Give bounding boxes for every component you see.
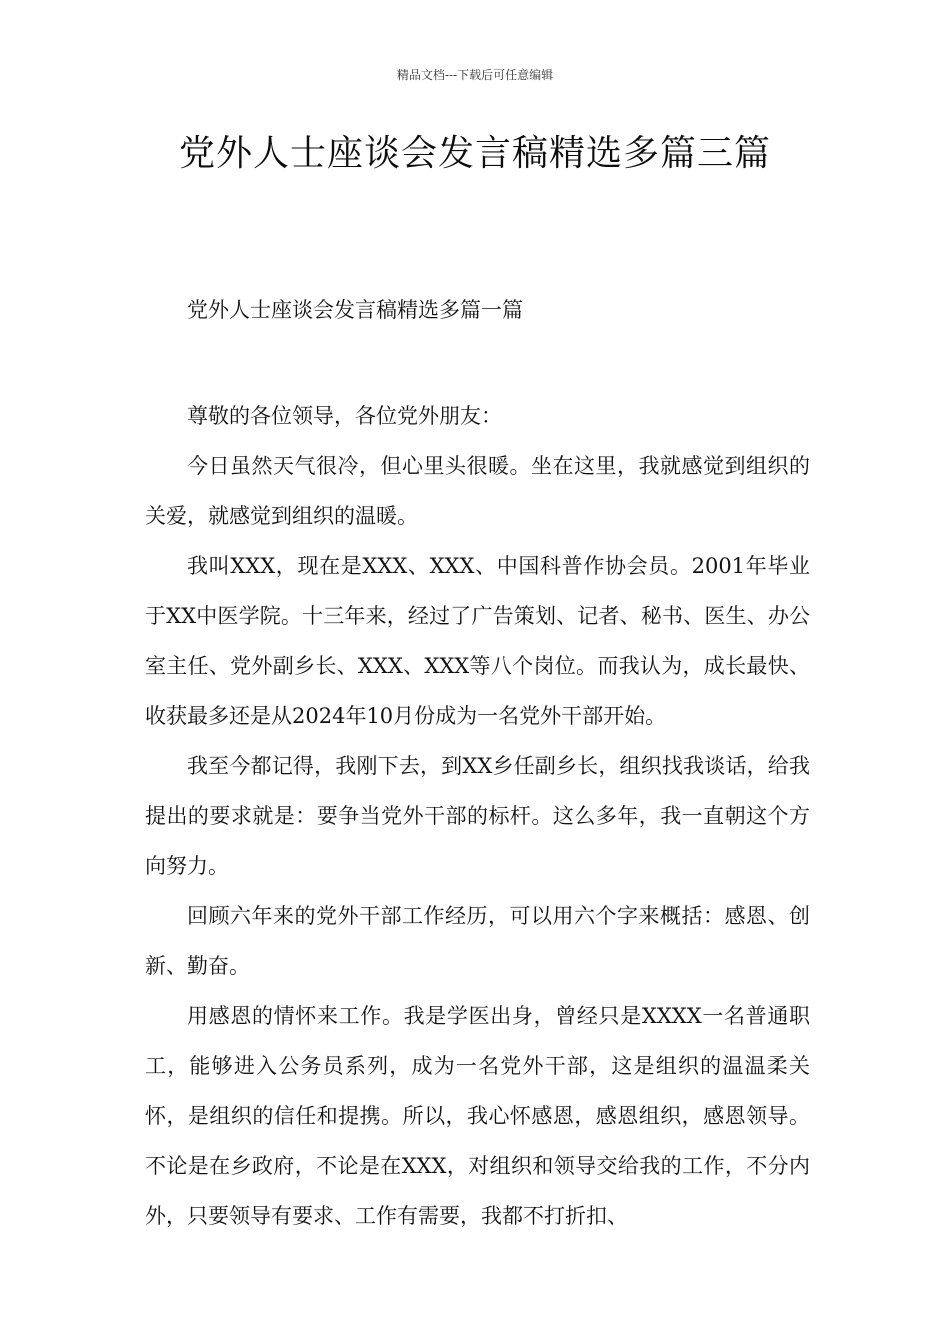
section-subtitle: 党外人士座谈会发言稿精选多篇一篇 (187, 298, 523, 322)
header-note: 精品文档---下载后可任意编辑 (396, 68, 554, 82)
paragraph-greeting: 尊敬的各位领导，各位党外朋友： (187, 404, 502, 428)
document-title: 党外人士座谈会发言稿精选多篇三篇 (178, 133, 771, 174)
paragraph-background: 我叫XXX，现在是XXX、XXX、中国科普作协会员。2001年毕业于XX中医学院。十三年来，经过了广告策划、记者、秘书、医生、办公室主任、党外副乡长、XXX、XXX等八个岗位。而我认为，成长最快、收获最多还是从2024年10月份成为一名党外干部开始。 (145, 554, 810, 728)
paragraph-memory: 我至今都记得，我刚下去，到XX乡任副乡长，组织找我谈话，给我提出的要求就是：要争当党外干部的标杆。这么多年，我一直朝这个方向努力。 (145, 754, 810, 878)
paragraph-gratitude: 用感恩的情怀来工作。我是学医出身，曾经只是XXXX一名普通职工，能够进入公务员系列，成为一名党外干部，这是组织的温温柔关怀，是组织的信任和提携。所以，我心怀感恩，感恩组织，感恩领导。不论是在乡政府，不论是在XXX，对组织和领导交给我的工作，不分内外，只要领导有要求、工作有需要，我都不打折扣、 (145, 1004, 810, 1228)
paragraph-intro: 今日虽然天气很冷，但心里头很暖。坐在这里，我就感觉到组织的关爱，就感觉到组织的温暖。 (145, 454, 810, 528)
document-body (145, 285, 810, 1241)
paragraph-summary: 回顾六年来的党外干部工作经历，可以用六个字来概括：感恩、创新、勤奋。 (145, 904, 810, 978)
